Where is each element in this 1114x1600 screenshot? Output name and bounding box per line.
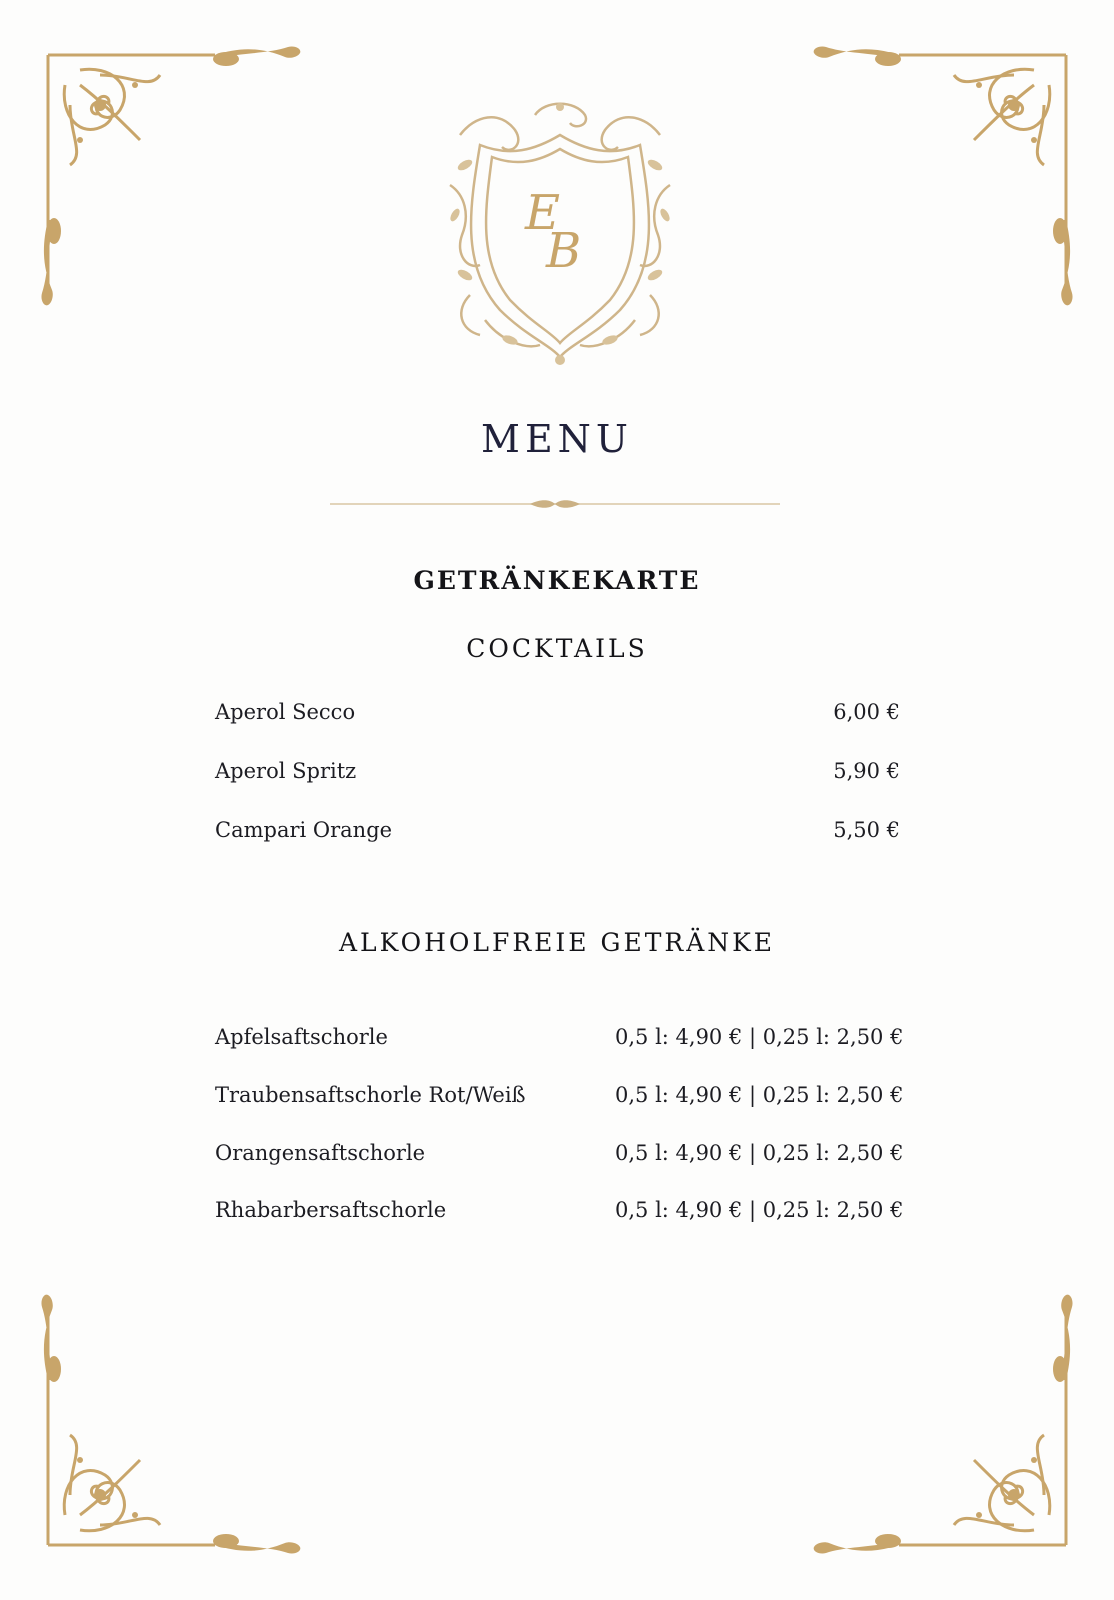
item-price: 5,90 € <box>833 759 900 783</box>
item-name: Aperol Spritz <box>215 759 357 783</box>
menu-item <box>215 1198 904 1232</box>
menu-item <box>215 700 900 734</box>
corner-ornament-top-left <box>40 45 310 315</box>
item-name: Traubensaftschorle Rot/Weiß <box>215 1083 526 1107</box>
monogram-letter: B <box>546 223 582 279</box>
item-name: Orangensaftschorle <box>215 1141 426 1165</box>
monogram <box>440 95 680 375</box>
section-title-cocktails: COCKTAILS <box>466 634 648 663</box>
item-name: Aperol Secco <box>215 700 356 724</box>
menu-item <box>215 1083 904 1117</box>
divider-ornament <box>330 498 780 510</box>
corner-ornament-top-right <box>804 45 1074 315</box>
item-name: Campari Orange <box>215 818 393 842</box>
item-name: Apfelsaftschorle <box>215 1025 388 1049</box>
section-title-non-alcoholic: ALKOHOLFREIE GETRÄNKE <box>338 928 776 957</box>
corner-ornament-bottom-left <box>40 1285 310 1555</box>
item-price: 0,5 l: 4,90 € | 0,25 l: 2,50 € <box>615 1141 904 1165</box>
monogram-letter: E <box>525 185 561 241</box>
card-title: GETRÄNKEKARTE <box>413 566 701 595</box>
item-price: 0,5 l: 4,90 € | 0,25 l: 2,50 € <box>615 1083 904 1107</box>
item-price: 5,50 € <box>833 818 900 842</box>
ornament-icon <box>804 1285 1074 1555</box>
menu-title: MENU <box>481 417 633 461</box>
menu-item <box>215 818 900 852</box>
item-name: Rhabarbersaftschorle <box>215 1198 447 1222</box>
item-price: 6,00 € <box>833 700 900 724</box>
corner-ornament-bottom-right <box>804 1285 1074 1555</box>
ornament-icon <box>804 45 1074 315</box>
crest-logo <box>440 95 680 375</box>
menu-item <box>215 1025 904 1059</box>
item-price: 0,5 l: 4,90 € | 0,25 l: 2,50 € <box>615 1198 904 1222</box>
ornament-icon <box>40 1285 310 1555</box>
item-price: 0,5 l: 4,90 € | 0,25 l: 2,50 € <box>615 1025 904 1049</box>
menu-item <box>215 759 900 793</box>
ornament-icon <box>40 45 310 315</box>
menu-item <box>215 1141 904 1175</box>
